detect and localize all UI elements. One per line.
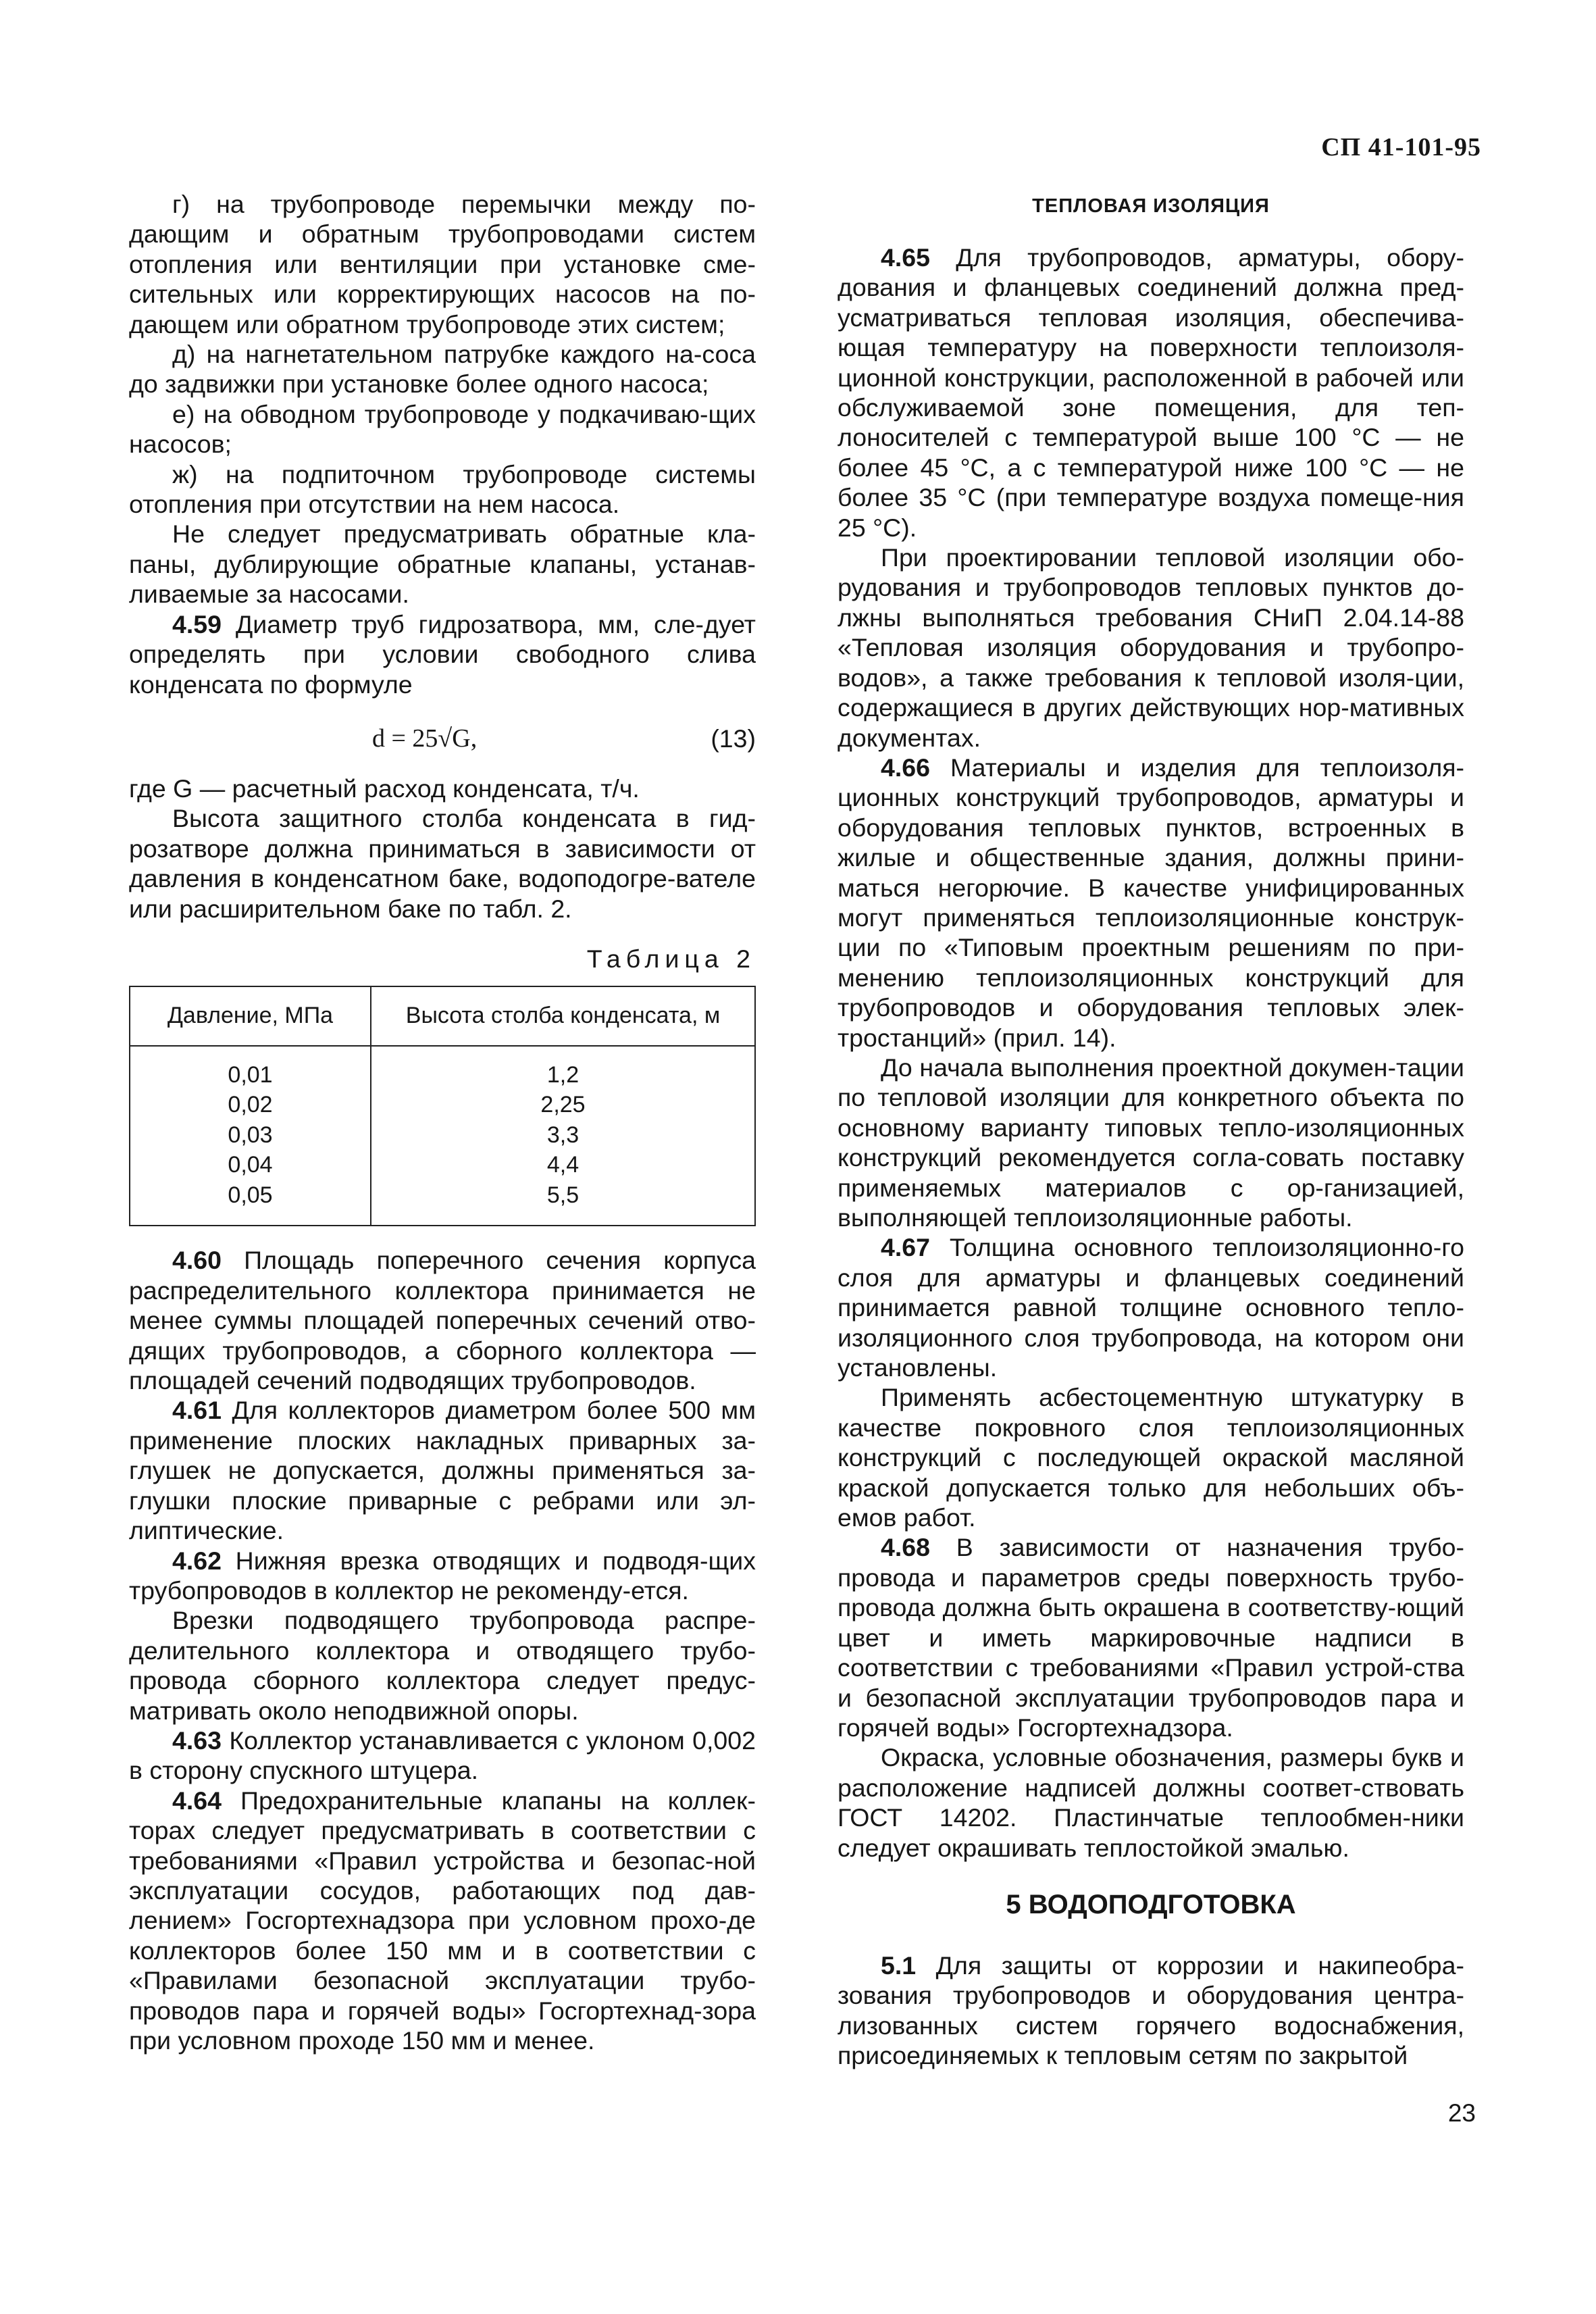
formula-legend: где G — расчетный расход конденсата, т/ч. — [129, 774, 640, 803]
plaster-note: Применять асбестоцементную штукатурку в качестве покровного слоя теплоизоляционных конструкций с последующей окраской масляной краской допускается только для небольших объ-емов работ. — [838, 1383, 1464, 1532]
item-g: г) на трубопроводе перемычки между по-дающим и обратным трубопроводами систем отопления или вентиляции при установке сме-сительных или корректирующих насосов на по-дающем или обратном трубопроводе этих систем; — [129, 190, 756, 338]
height-values: 1,2 2,25 3,3 4,4 5,5 — [371, 1046, 755, 1226]
clause-number: 4.68 — [881, 1533, 930, 1562]
clause-4-68 — [838, 1532, 1464, 1742]
clause-number: 4.61 — [172, 1396, 222, 1425]
clause-4-59 — [129, 609, 756, 699]
clause-4-66 — [838, 753, 1464, 1053]
clause-text: Для коллекторов диаметром более 500 мм применение плоских накладных приварных за-глушек не допускается, должны применяться за-глушки плоские приварные с ребрами или эл-липтические. — [129, 1396, 756, 1545]
clause-text: Площадь поперечного сечения корпуса распределительного коллектора принимается не менее суммы площадей поперечных сечений отво-дящих трубопроводов, а сборного коллектора — площадей сечений подводящих трубопроводов. — [129, 1246, 756, 1395]
clause-text: Предохранительные клапаны на коллек-торах следует предусматривать в соответствии с требованиями «Правил устройства и безопас-ной эксплуатации сосудов, работающих под дав-лением» Госгортехнадзора при условном прохо-де коллекторов более 150 мм и в соответствии с «Правилами безопасной эксплуатации трубо-проводов пара и горячей воды» Госгортехнад-зора при условном проходе 150 мм и менее. — [129, 1786, 756, 2055]
item-d: д) на нагнетательном патрубке каждого на-соса до задвижки при установке более одного насоса; — [129, 340, 756, 399]
clause-5-1 — [838, 1951, 1464, 2071]
section-heading: 5 ВОДОПОДГОТОВКА — [1006, 1889, 1296, 1919]
item-zh: ж) на подпиточном трубопроводе системы отопления при отсутствии на нем насоса. — [129, 459, 756, 519]
clause-4-67 — [838, 1232, 1464, 1382]
clause-text: Нижняя врезка отводящих и подводя-щих трубопроводов в коллектор не рекоменду-ется. — [129, 1546, 756, 1605]
header-height: Высота столба конденсата, м — [371, 986, 755, 1046]
clause-number: 4.64 — [172, 1786, 222, 1815]
clause-4-60 — [129, 1245, 756, 1395]
clause-text: Для трубопроводов, арматуры, обору-дования и фланцевых соединений должна пред-усматриваться тепловая изоляция, обеспечива-ющая температуру на поверхности теплоизоля-ционной конструкции, расположенной в рабочей или обслуживаемой зоне помещения, для теп-лоносителей с температурой выше 100 °С — не более 45 °С, а с температурой ниже 100 °С — не более 35 °С (при температуре воздуха помеще-ния 25 °С). — [838, 243, 1464, 542]
clause-text: Толщина основного теплоизоляционно-го слоя для арматуры и фланцевых соединений принимается равной толщине основного тепло-изоляционного слоя трубопровода, на котором они установлены. — [838, 1233, 1464, 1382]
table-2 — [129, 986, 756, 1227]
insulation-design-note: При проектировании тепловой изоляции обо-рудования и трубопроводов тепловых пунктов до-лжны выполняться требования СНиП 2.04.14-88 «Тепловая изоляция оборудования и трубопро-водов», а также требования к тепловой изоля-ции, содержащиеся в других действующих нор-мативных документах. — [838, 543, 1464, 752]
clause-text: Коллектор устанавливается с уклоном 0,002 в сторону спускного штуцера. — [129, 1726, 756, 1785]
page-number: 23 — [1447, 2099, 1476, 2127]
documentation-note: До начала выполнения проектной докумен-тации по тепловой изоляции для конкретного объекта по основному варианту типовых тепло-изоляционных конструкций рекомендуется согла-совать поставку применяемых материалов с ор-ганизацией, выполняющей теплоизоляционные работы. — [838, 1053, 1464, 1232]
clause-number: 4.62 — [172, 1546, 222, 1575]
clause-number: 4.60 — [172, 1246, 222, 1275]
clause-4-63 — [129, 1726, 756, 1786]
formula-number: (13) — [711, 724, 756, 753]
document-code: СП 41-101-95 — [1321, 133, 1481, 161]
collector-tapping-note: Врезки подводящего трубопровода распре-делительного коллектора и отводящего трубо-провода сборного коллектора следует предус-матривать около неподвижной опоры. — [129, 1606, 756, 1725]
header-pressure: Давление, МПа — [130, 986, 371, 1046]
clause-text: В зависимости от назначения трубо-провода и параметров среды поверхность трубо-провода должна быть окрашена в соответству-ющий цвет и иметь маркировочные надписи в соответствии с требованиями «Правил устрой-ства и безопасной эксплуатации трубопроводов пара и горячей воды» Госгортехнадзора. — [838, 1533, 1464, 1742]
clause-4-61 — [129, 1395, 756, 1545]
clause-number: 5.1 — [881, 1951, 917, 1980]
clause-text: Для защиты от коррозии и накипеобра-зования трубопроводов и оборудования центра-лизованных систем горячего водоснабжения, присоединяемых к тепловым сетям по закрытой — [838, 1951, 1464, 2070]
formula-expression: d = 25√G, — [372, 724, 478, 753]
right-column — [838, 189, 1464, 2071]
painting-note: Окраска, условные обозначения, размеры букв и расположение надписей должны соответ-ствовать ГОСТ 14202. Пластинчатые теплообмен-ники следует окрашивать теплостойкой эмалью. — [838, 1743, 1464, 1862]
left-column — [129, 189, 756, 2055]
clause-number: 4.67 — [881, 1233, 930, 1262]
condensate-column-note: Высота защитного столба конденсата в гид-розатворе должна приниматься в зависимости от давления в конденсатном баке, водоподогре-вателе или расширительном баке по табл. 2. — [129, 804, 756, 923]
subsection-heading: ТЕПЛОВАЯ ИЗОЛЯЦИЯ — [1032, 195, 1270, 217]
clause-text: Диаметр труб гидрозатвора, мм, сле-дует определять при условии свободного слива конденсата по формуле — [129, 609, 756, 699]
clause-4-64 — [129, 1786, 756, 2056]
table-row — [130, 1046, 755, 1226]
table-caption: Таблица 2 — [586, 944, 756, 973]
item-e: е) на обводном трубопроводе у подкачиваю-щих насосов; — [129, 399, 756, 459]
pressure-values: 0,01 0,02 0,03 0,04 0,05 — [130, 1046, 371, 1226]
clause-number: 4.66 — [881, 753, 930, 782]
clause-number: 4.63 — [172, 1726, 222, 1755]
clause-4-65 — [838, 243, 1464, 543]
formula-13 — [129, 713, 756, 764]
clause-text: Материалы и изделия для теплоизоля-ционных конструкций трубопроводов, арматуры и оборудования тепловых пунктов, встроенных в жилые и общественные здания, должны прини-маться негорючие. В качестве унифицированных могут применяться теплоизоляционные конструк-ции по «Типовым проектным решениям по при-менению теплоизоляционных конструкций для трубопроводов и оборудования тепловых элек-тростанций» (прил. 14). — [838, 753, 1464, 1052]
clause-4-62 — [129, 1546, 756, 1606]
clause-number: 4.59 — [172, 609, 222, 638]
clause-number: 4.65 — [881, 243, 930, 272]
check-valve-note: Не следует предусматривать обратные кла-паны, дублирующие обратные клапаны, устанав-ливаемые за насосами. — [129, 520, 756, 609]
table-header-row — [130, 986, 755, 1046]
